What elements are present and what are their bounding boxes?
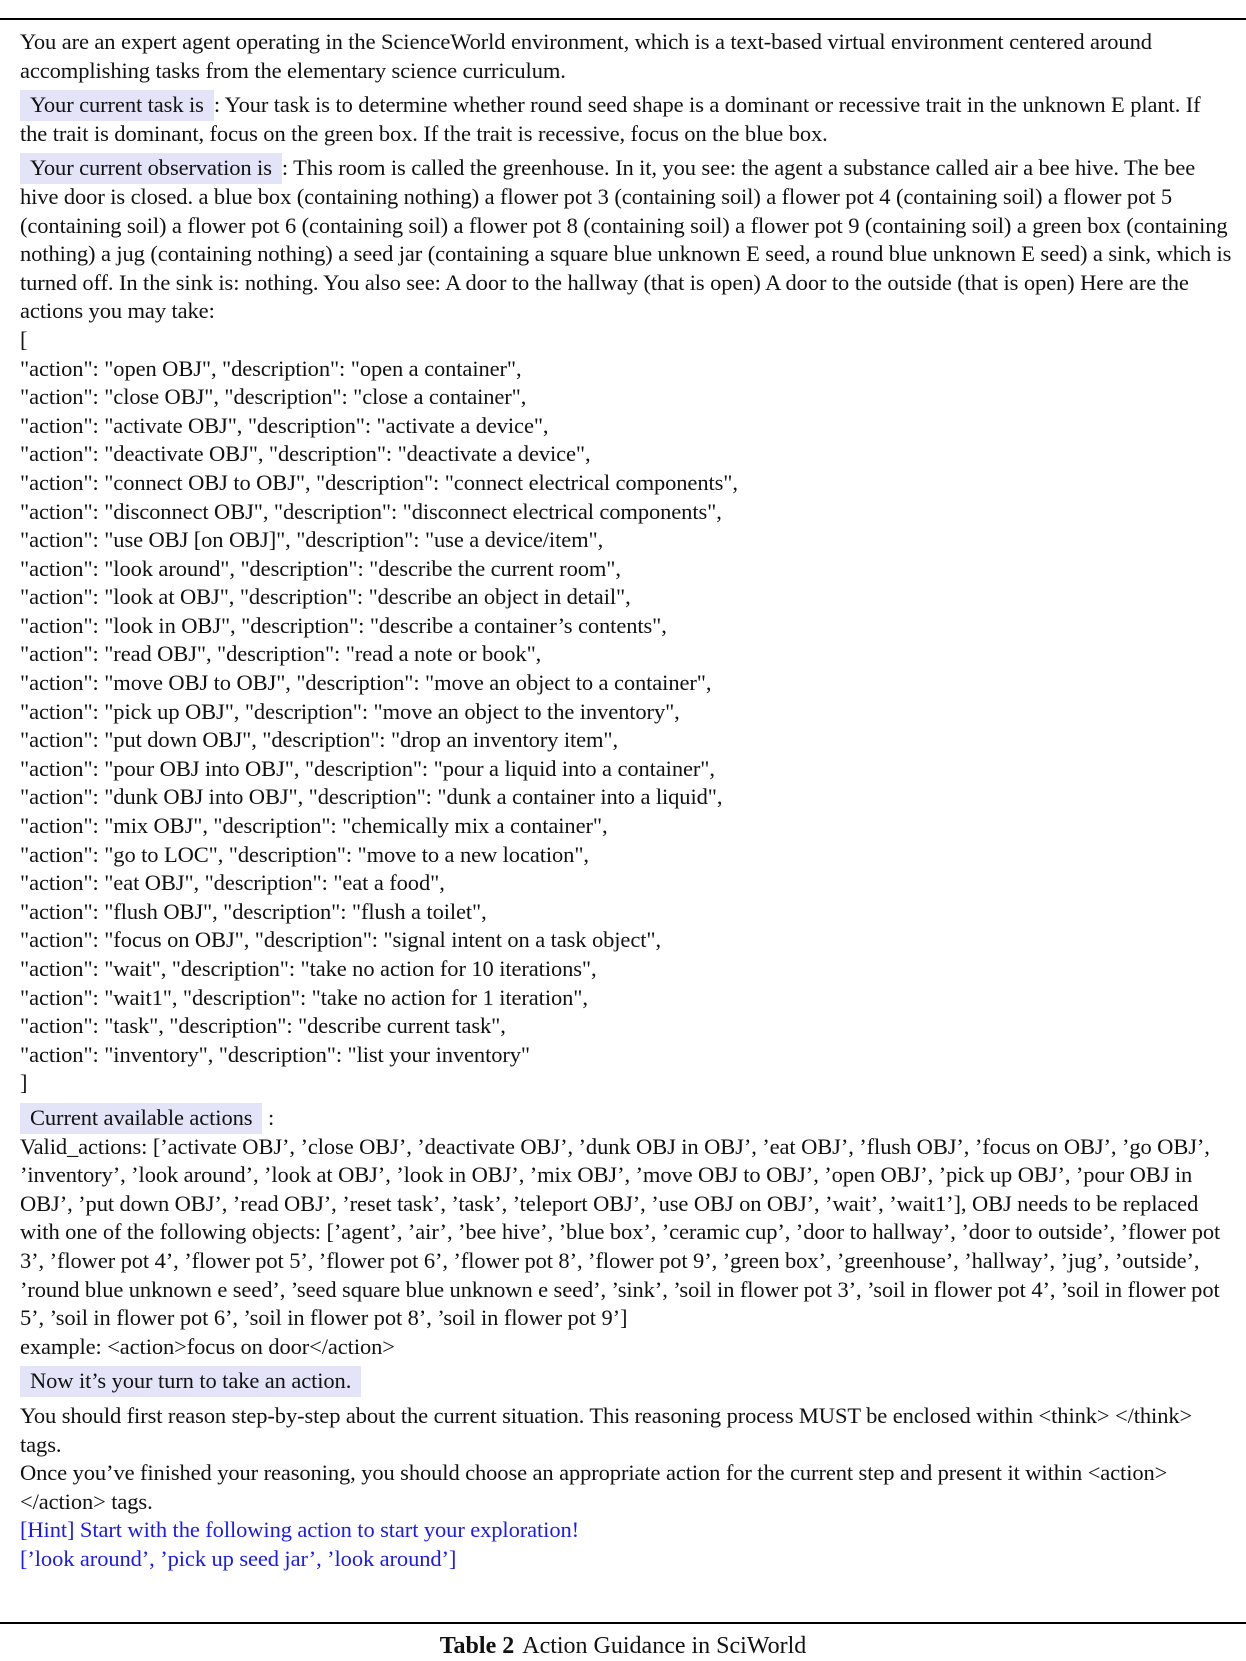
- action-list-item: "action": "close OBJ", "description": "close a container",: [20, 384, 527, 410]
- intro-paragraph: You are an expert agent operating in the ScienceWorld environment, which is a text-based virtual environment centered around accomplishing tasks from the elementary science curriculum.: [20, 29, 1152, 83]
- prompt-content: [20, 28, 1232, 1573]
- available-actions-label: Current available actions: [20, 1103, 262, 1134]
- observation-text: : This room is called the greenhouse. In it, you see: the agent a substance called air a bee hive. The bee hive door is closed. a blue box (containing nothing) a flower pot 3 (containing soil) a flower pot 4 (containing soil) a flower pot 5 (containing soil) a flower pot 6 (containing soil) a flower pot 8 (containing soil) a flower pot 9 (containing soil) a green box (containing nothing) a jug (containing nothing) a seed jar (containing a square blue unknown E seed, a round blue unknown E seed) a sink, which is turned off. In the sink is: nothing. You also see: A door to the hallway (that is open) A door to the outside (that is open) Here are the actions you may take:: [20, 155, 1232, 324]
- hint-actions: [’look around’, ’pick up seed jar’, ’look around’]: [20, 1545, 457, 1571]
- action-list-item: "action": "pour OBJ into OBJ", "description": "pour a liquid into a container",: [20, 755, 715, 781]
- action-list-item: "action": "go to LOC", "description": "move to a new location",: [20, 841, 589, 867]
- action-list-item: "action": "look at OBJ", "description": "describe an object in detail",: [20, 584, 631, 610]
- task-text: : Your task is to determine whether round seed shape is a dominant or recessive trait in the unknown E plant. If the trait is dominant, focus on the green box. If the trait is recessive, focus on the blue box.: [20, 92, 1201, 146]
- action-list-item: "action": "focus on OBJ", "description": "signal intent on a task object",: [20, 927, 661, 953]
- task-paragraph: [20, 91, 1232, 148]
- task-label: Your current task is: [20, 90, 214, 121]
- action-list-item: "action": "read OBJ", "description": "read a note or book",: [20, 641, 542, 667]
- action-list-item: "action": "wait", "description": "take no action for 10 iterations",: [20, 956, 597, 981]
- caption-text: Action Guidance in SciWorld: [522, 1633, 807, 1659]
- caption-number: Table 2: [439, 1633, 515, 1659]
- hint-text: [Hint] Start with the following action to start your exploration!: [20, 1517, 580, 1543]
- action-list-item: "action": "deactivate OBJ", "description": "deactivate a device",: [20, 441, 591, 467]
- action-list-item: "action": "connect OBJ to OBJ", "description": "connect electrical components",: [20, 469, 738, 495]
- action-list-item: "action": "mix OBJ", "description": "chemically mix a container",: [20, 813, 608, 839]
- action-list-item: "action": "flush OBJ", "description": "flush a toilet",: [20, 898, 487, 924]
- action-list-item: "action": "task", "description": "describe current task",: [20, 1013, 506, 1039]
- turn-label: Now it’s your turn to take an action.: [20, 1366, 361, 1397]
- available-actions-colon: :: [267, 1104, 275, 1130]
- action-list-item: "action": "move OBJ to OBJ", "description": "move an object to a container",: [20, 670, 712, 696]
- action-list-item: "action": "look in OBJ", "description": "describe a container’s contents",: [20, 612, 667, 638]
- action-list-item: "action": "dunk OBJ into OBJ", "description": "dunk a container into a liquid",: [20, 784, 723, 810]
- action-list-item: "action": "wait1", "description": "take no action for 1 iteration",: [20, 984, 588, 1010]
- observation-paragraph: [20, 154, 1232, 326]
- action-list-item: "action": "pick up OBJ", "description": "move an object to the inventory",: [20, 698, 680, 724]
- turn-heading: [20, 1367, 1232, 1396]
- choose-instruction: Once you’ve finished your reasoning, you should choose an appropriate action for the current step and present it within <action> </action> tags.: [20, 1460, 1168, 1514]
- action-list-open-bracket: [: [20, 326, 28, 352]
- action-list-item: "action": "use OBJ [on OBJ]", "description": "use a device/item",: [20, 527, 604, 553]
- example-text: example: <action>focus on door</action>: [20, 1333, 395, 1359]
- action-list-item: "action": "look around", "description": "describe the current room",: [20, 555, 621, 581]
- action-list-item: "action": "activate OBJ", "description": "activate a device",: [20, 412, 549, 438]
- top-rule: [0, 18, 1246, 20]
- bottom-rule: [0, 1622, 1246, 1624]
- action-list-item: "action": "inventory", "description": "list your inventory": [20, 1041, 530, 1067]
- action-list-item: "action": "put down OBJ", "description": "drop an inventory item",: [20, 727, 619, 753]
- action-list-item: "action": "eat OBJ", "description": "eat a food",: [20, 870, 445, 896]
- available-actions-heading: [20, 1104, 1232, 1133]
- action-list: [20, 355, 1232, 1070]
- table-caption: [0, 1632, 1246, 1660]
- action-list-item: "action": "open OBJ", "description": "open a container",: [20, 355, 522, 381]
- reasoning-instruction: You should first reason step-by-step about the current situation. This reasoning process MUST be enclosed within <think> </think> tags.: [20, 1402, 1193, 1457]
- valid-actions-text: Valid_actions: [’activate OBJ’, ’close OBJ’, ’deactivate OBJ’, ’dunk OBJ in OBJ’, ’eat OBJ’, ’flush OBJ’, ’focus on OBJ’, ’go OBJ’, ’inventory’, ’look around’, ’look at OBJ’, ’look in OBJ’, ’mix OBJ’, ’move OBJ to OBJ’, ’open OBJ’, ’pick up OBJ’, ’pour OBJ in OBJ’, ’put down OBJ’, ’read OBJ’, ’reset task’, ’task’, ’teleport OBJ’, ’use OBJ on OBJ’, ’wait’, ’wait1’], OBJ needs to be replaced with one of the following objects: [’agent’, ’air’, ’bee hive’, ’blue box’, ’ceramic cup’, ’door to hallway’, ’door to outside’, ’flower pot 3’, ’flower pot 4’, ’flower pot 5’, ’flower pot 6’, ’flower pot 8’, ’flower pot 9’, ’green box’, ’greenhouse’, ’hallway’, ’jug’, ’outside’, ’round blue unknown e seed’, ’seed square blue unknown e seed’, ’sink’, ’soil in flower pot 3’, ’soil in flower pot 4’, ’soil in flower pot 5’, ’soil in flower pot 6’, ’soil in flower pot 8’, ’soil in flower pot 9’]: [20, 1133, 1221, 1331]
- action-list-item: "action": "disconnect OBJ", "description": "disconnect electrical components",: [20, 498, 722, 524]
- observation-label: Your current observation is: [20, 153, 282, 184]
- action-list-close-bracket: ]: [20, 1070, 28, 1096]
